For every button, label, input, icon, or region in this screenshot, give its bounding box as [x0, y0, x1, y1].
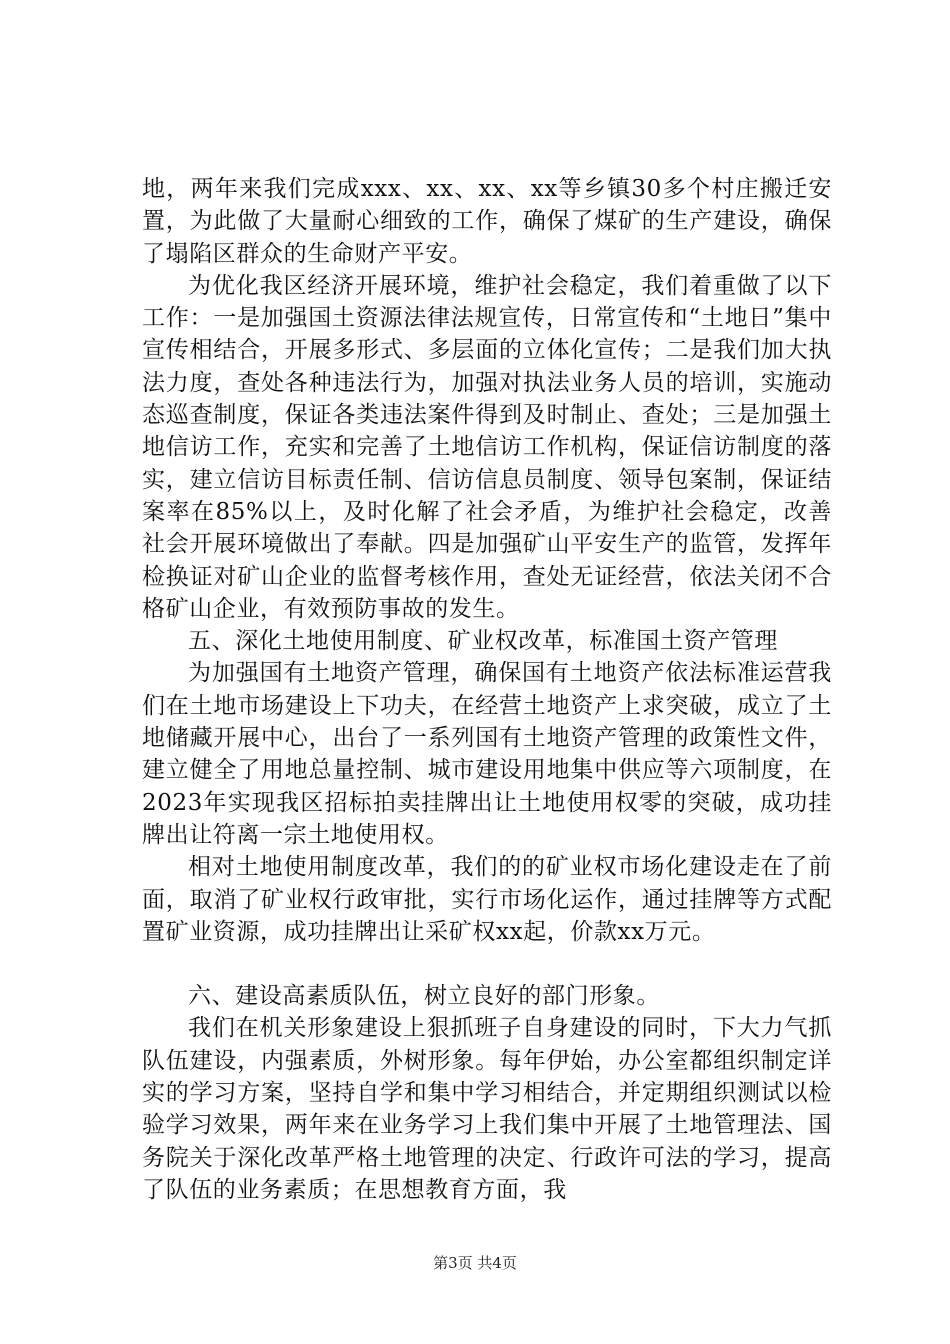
- paragraph-team-building: 我们在机关形象建设上狠抓班子自身建设的同时，下大力气抓队伍建设，内强素质，外树形象。每年伊始，办公室都组织制定详实的学习方案，坚持自学和集中学习相结合，并定期组织测试以检验学习效果，两年来在业务学习上我们集中开展了土地管理法、国务院关于深化改革严格土地管理的决定、行政许可法的学习，提高了队伍的业务素质；在思想教育方面，我: [142, 1015, 832, 1203]
- document-body: [142, 173, 832, 1206]
- paragraph-land-assets: 为加强国有土地资产管理，确保国有土地资产依法标准运营我们在土地市场建设上下功夫，在经营土地资产上求突破，成立了土地储藏开展中心，出台了一系列国有土地资产管理的政策性文件，建立健全了用地总量控制、城市建设用地集中供应等六项制度，在2023年实现我区招标拍卖挂牌出让土地使用权零的突破，成功挂牌出让符离一宗土地使用权。: [142, 660, 832, 848]
- section-heading-six: 六、建设高素质队伍，树立良好的部门形象。: [188, 983, 660, 1010]
- paragraph-mining-rights: 相对土地使用制度改革，我们的的矿业权市场化建设走在了前面，取消了矿业权行政审批，实行市场化运作，通过挂牌等方式配置矿业资源，成功挂牌出让采矿权xx起，价款xx万元。: [142, 854, 832, 945]
- paragraph-continuation: 地，两年来我们完成xxx、xx、xx、xx等乡镇30多个村庄搬迁安置，为此做了大量耐心细致的工作，确保了煤矿的生产建设，确保了塌陷区群众的生命财产平安。: [142, 176, 832, 267]
- paragraph-stability-work: 为优化我区经济开展环境，维护社会稳定，我们着重做了以下工作：一是加强国土资源法律法规宣传，日常宣传和“土地日”集中宣传相结合，开展多形式、多层面的立体化宣传；二是我们加大执法力度，查处各种违法行为，加强对执法业务人员的培训，实施动态巡查制度，保证各类违法案件得到及时制止、查处；三是加强土地信访工作，充实和完善了土地信访工作机构，保证信访制度的落实，建立信访目标责任制、信访信息员制度、领导包案制，保证结案率在85%以上，及时化解了社会矛盾，为维护社会稳定，改善社会开展环境做出了奉献。四是加强矿山平安生产的监管，发挥年检换证对矿山企业的监督考核作用，查处无证经营，依法关闭不合格矿山企业，有效预防事故的发生。: [142, 272, 832, 622]
- section-heading-five: 五、深化土地使用制度、矿业权改革，标准国土资产管理: [188, 628, 778, 655]
- page-footer: 第3页 共4页: [433, 1254, 517, 1272]
